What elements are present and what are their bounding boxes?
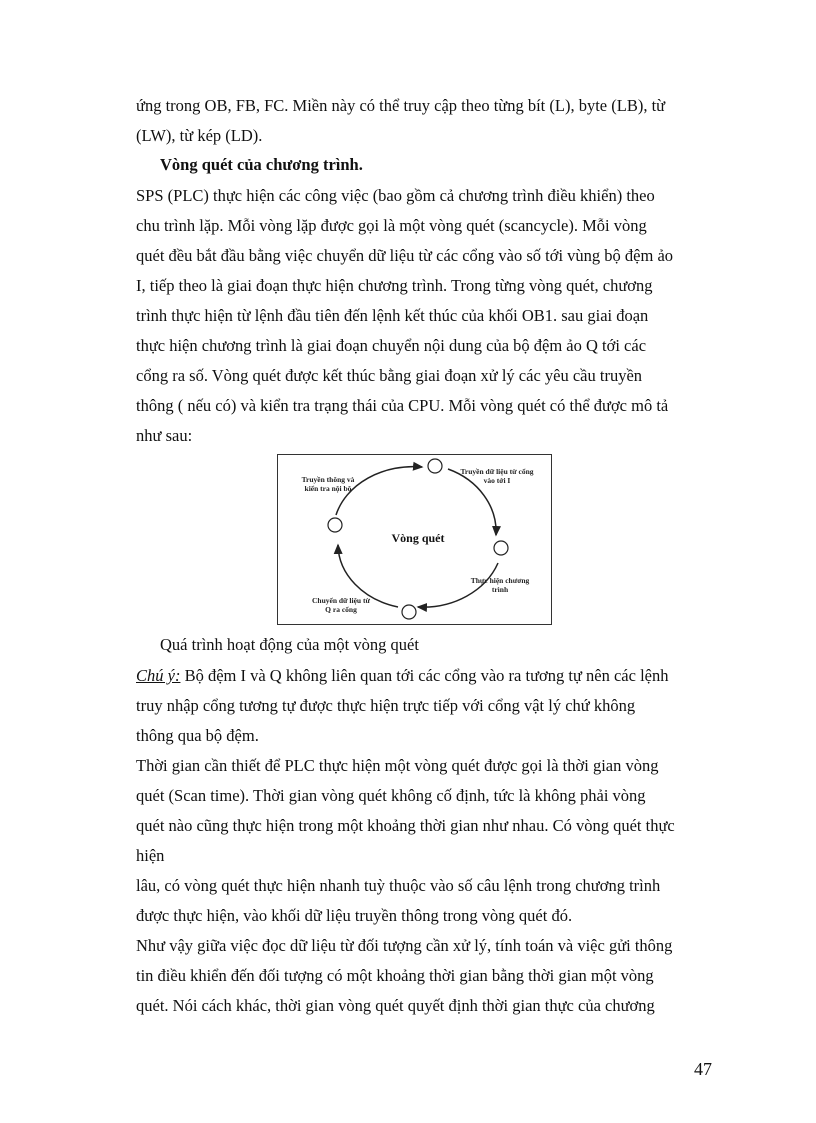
paragraph-line: SPS (PLC) thực hiện các công việc (bao gồm cả chương trình điều khiển) theo — [136, 186, 655, 205]
paragraph-line: quét nào cũng thực hiện trong một khoảng thời gian như nhau. Có vòng quét thực — [136, 816, 675, 835]
node-bottom — [402, 605, 416, 619]
paragraph-line: cổng ra số. Vòng quét được kết thúc bằng giai đoạn xử lý các yêu cầu truyền — [136, 366, 643, 385]
paragraph-line: trình thực hiện từ lệnh đầu tiên đến lệnh kết thúc của khối OB1. sau giai đoạn — [136, 306, 649, 325]
paragraph-line: quét. Nói cách khác, thời gian vòng quét quyết định thời gian thực của chương — [136, 996, 655, 1015]
label-program-execution: Thực hiện chương trình — [470, 576, 530, 594]
paragraph-line: thông ( nếu có) và kiển tra trạng thái của CPU. Mỗi vòng quét có thể được mô tả — [136, 396, 669, 415]
node-top — [428, 459, 442, 473]
diagram-center-label: Vòng quét — [391, 531, 445, 545]
label-communication: Truyền thông và kiển tra nội bộ — [301, 475, 355, 493]
paragraph-line: thực hiện chương trình là giai đoạn chuyển nội dung của bộ đệm ảo Q tới các — [136, 336, 647, 355]
paragraph-line: chu trình lặp. Mỗi vòng lặp được gọi là một vòng quét (scancycle). Mỗi vòng — [136, 216, 647, 235]
page-number: 47 — [694, 1059, 712, 1079]
note-line: thông qua bộ đệm. — [136, 726, 259, 745]
paragraph-line: hiện — [136, 846, 165, 865]
note-text: Bộ đệm I và Q không liên quan tới các cổng vào ra tương tự nên các lệnh — [180, 666, 669, 685]
paragraph-line: Như vậy giữa việc đọc dữ liệu từ đối tượng cần xử lý, tính toán và việc gửi thông — [136, 936, 673, 955]
paragraph-line: quét (Scan time). Thời gian vòng quét không cố định, tức là không phải vòng — [136, 786, 646, 805]
paragraph-line: được thực hiện, vào khối dữ liệu truyền thông trong vòng quét đó. — [136, 906, 573, 925]
paragraph-line: lâu, có vòng quét thực hiện nhanh tuỳ thuộc vào số câu lệnh trong chương trình — [136, 876, 661, 895]
note-line: truy nhập cổng tương tự được thực hiện trực tiếp với cổng vật lý chứ không — [136, 696, 636, 715]
scan-cycle-diagram — [277, 454, 552, 625]
node-left — [328, 518, 342, 532]
label-output-transfer: Chuyển dữ liệu từ Q ra cổng — [312, 596, 370, 614]
note-label: Chú ý: — [136, 666, 181, 685]
body-line: (LW), từ kép (LD). — [136, 126, 263, 145]
paragraph-line: như sau: — [136, 426, 193, 445]
paragraph-line: I, tiếp theo là giai đoạn thực hiện chương trình. Trong từng vòng quét, chương — [136, 276, 653, 295]
label-input-transfer: Truyền dữ liệu từ cổng vào tới I — [460, 467, 534, 485]
body-line: ứng trong OB, FB, FC. Miền này có thể truy cập theo từng bít (L), byte (LB), từ — [136, 96, 666, 115]
paragraph-line: Thời gian cần thiết để PLC thực hiện một vòng quét được gọi là thời gian vòng — [136, 756, 659, 775]
paragraph-line: quét đều bắt đầu bằng việc chuyển dữ liệu từ các cổng vào số tới vùng bộ đệm ảo — [136, 246, 674, 265]
node-right — [494, 541, 508, 555]
figure-caption: Quá trình hoạt động của một vòng quét — [160, 635, 419, 654]
section-heading: Vòng quét của chương trình. — [160, 155, 363, 174]
paragraph-line: tin điều khiển đến đối tượng có một khoảng thời gian bằng thời gian một vòng — [136, 966, 654, 985]
note-line — [136, 666, 726, 686]
